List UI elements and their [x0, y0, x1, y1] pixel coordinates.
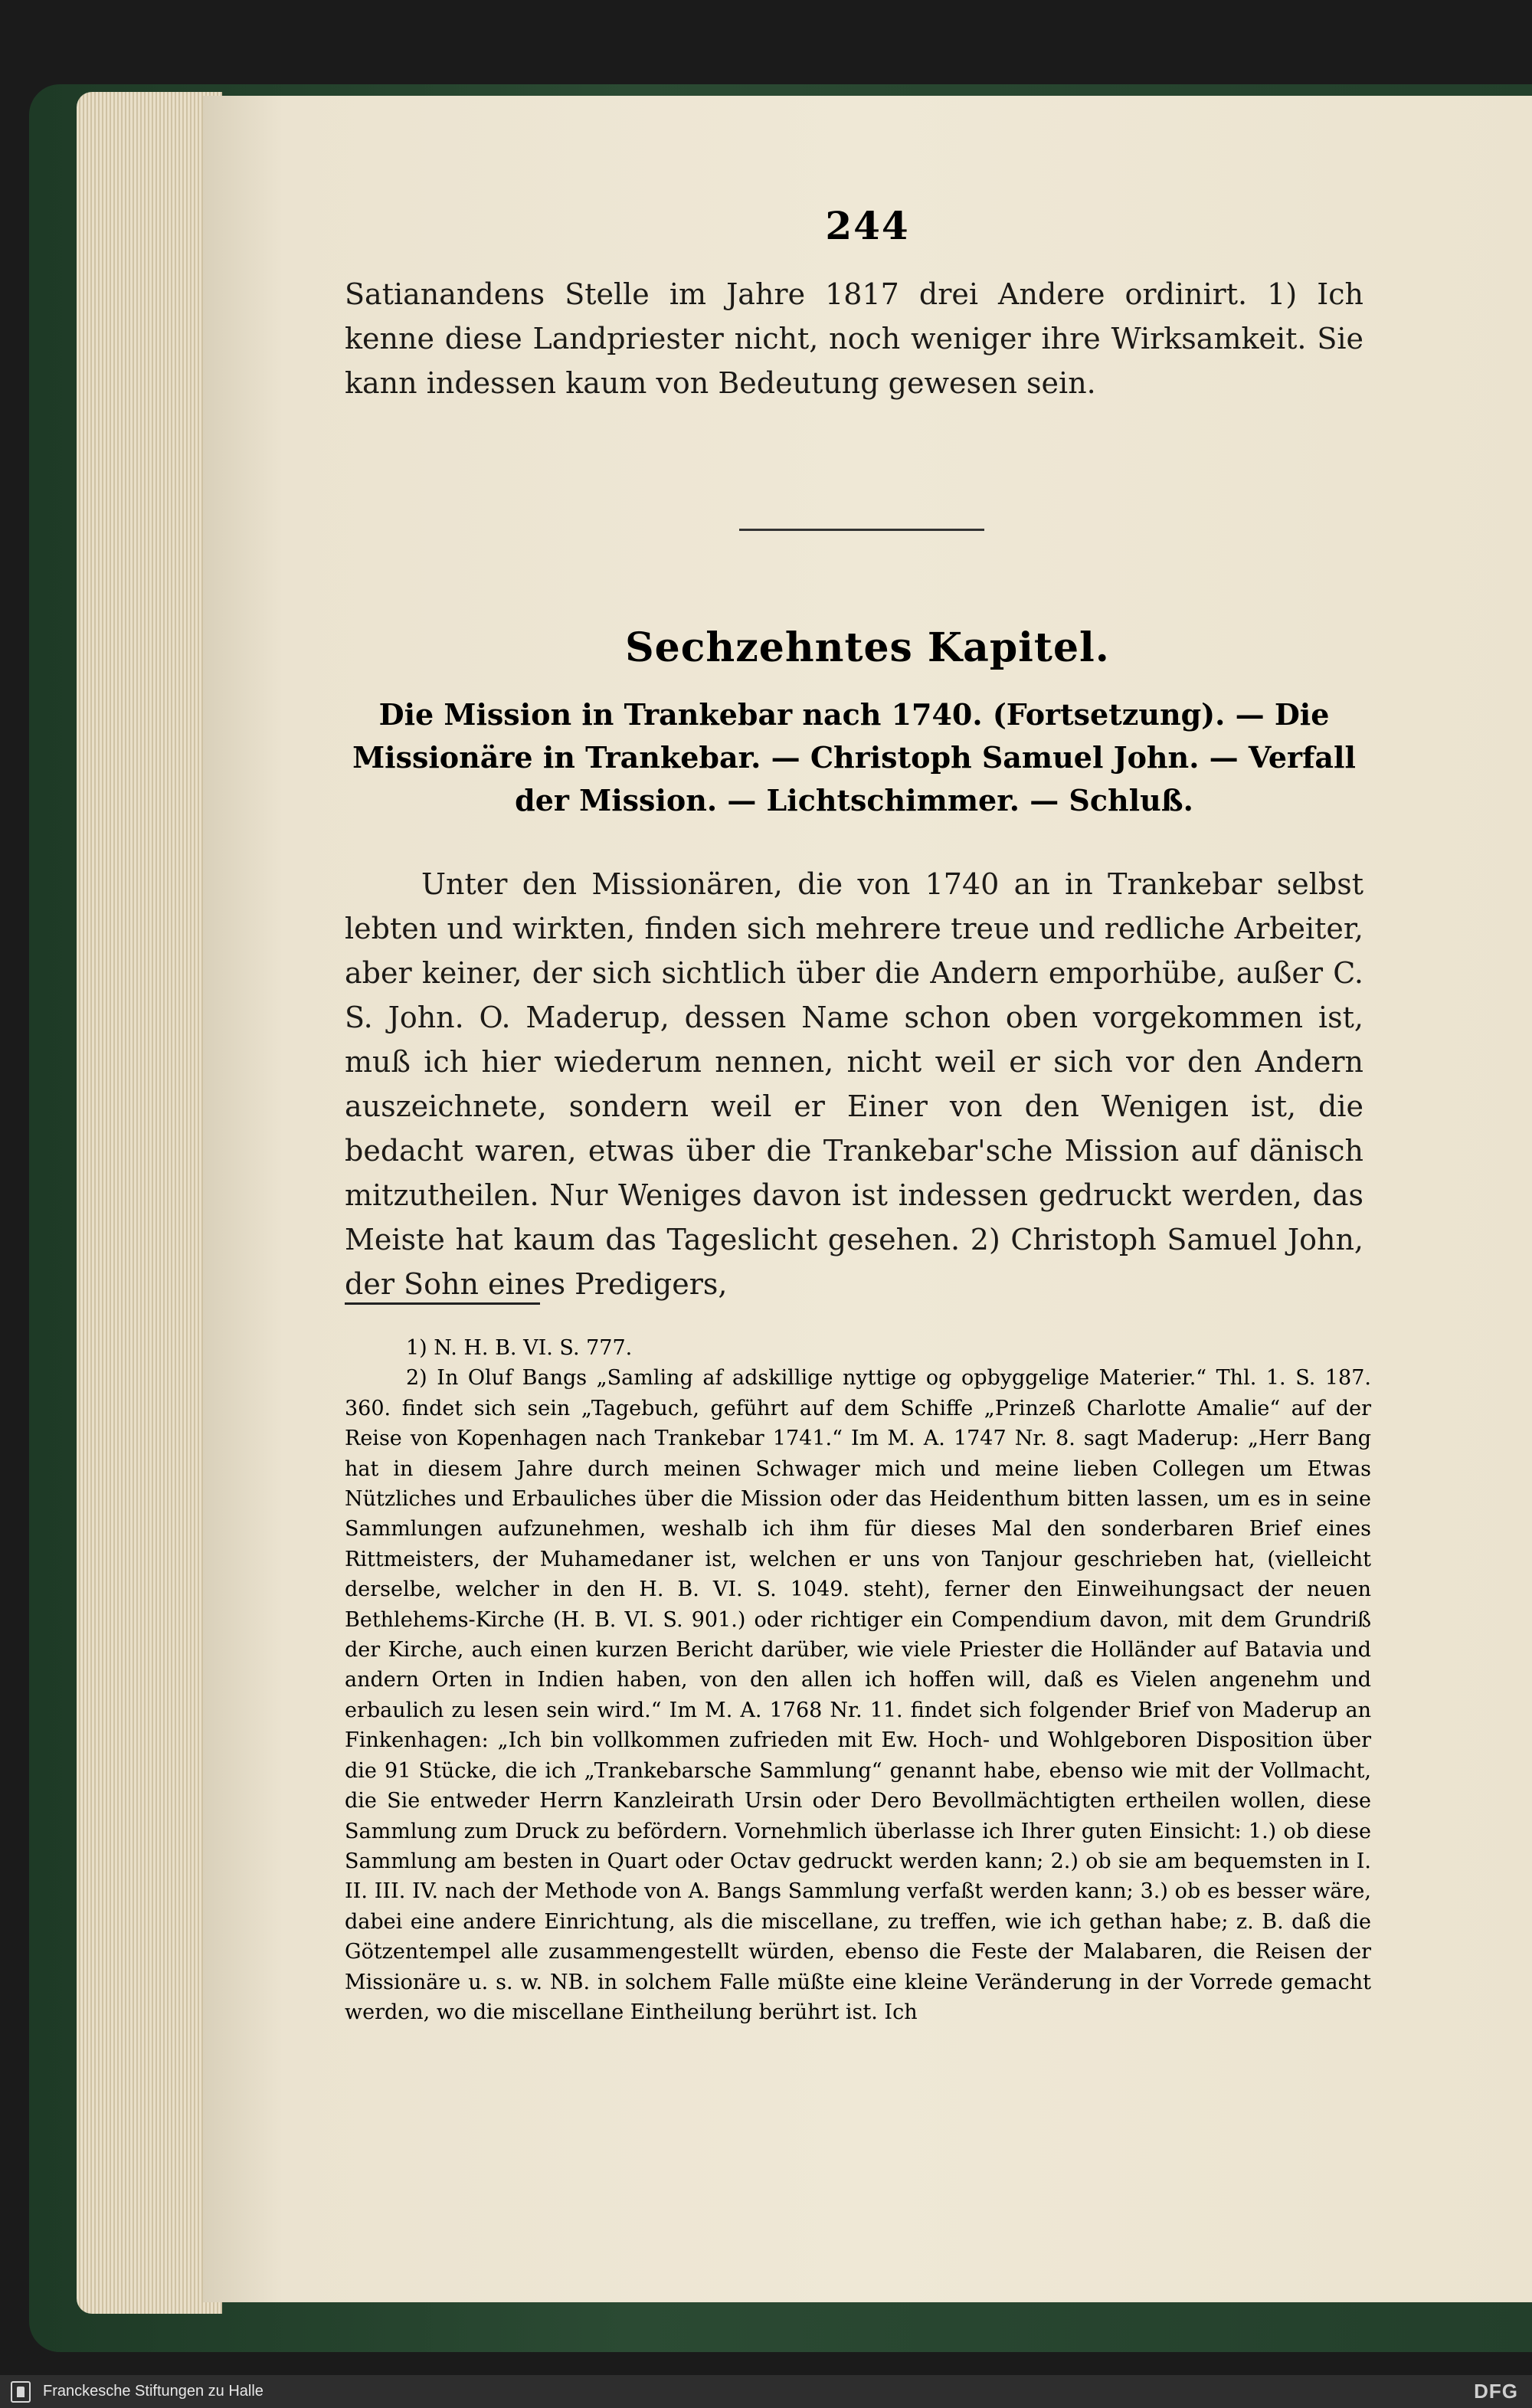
footnotes [345, 1333, 1371, 2027]
chapter-heading: Sechzehntes Kapitel. [625, 624, 1110, 671]
footer-caption: Franckesche Stiftungen zu Halle [43, 2383, 264, 2400]
main-paragraph: Unter den Missionären, die von 1740 an in Trankebar selbst lebten und wirkten, finden sich mehrere treue und redliche Arbeiter, aber keiner, der sich sichtlich über die Andern emporhübe, außer C. S. John. O. Maderup, dessen Name schon oben vorgekommen ist, muß ich hier wiederum nennen, nicht weil er sich vor den Andern auszeichnete, sondern weil er Einer von den Wenigen ist, die bedacht waren, etwas über die Trankebar'sche Mission auf dänisch mitzutheilen. Nur Weniges davon ist indessen gedruckt werden, das Meiste hat kaum das Tageslicht gesehen. 2) Christoph Samuel John, der Sohn eines Predigers, [345, 867, 1363, 1301]
page-number: 244 [825, 203, 910, 248]
opening-paragraph: Satianandens Stelle im Jahre 1817 drei Andere ordinirt. 1) Ich kenne diese Landpriester nicht, noch weniger ihre Wirksamkeit. Sie kann indessen kaum von Bedeutung gewesen sein. [345, 277, 1363, 400]
institution-logo-icon [11, 2381, 31, 2403]
footnote-2: 2) In Oluf Bangs „Samling af adskillige nyttige og opbyggelige Materier.“ Thl. 1. S. 187. 360. findet sich sein „Tagebuch, geführt auf dem Schiffe „Prinzeß Charlotte Amalie“ auf der Reise von Kopenhagen nach Trankebar 1741.“ Im M. A. 1747 Nr. 8. sagt Maderup: „Herr Bang hat in diesem Jahre durch meinen Schwager mich und meine lieben Collegen um Etwas Nützliches und Erbauliches über die Mission oder das Heidenthum bitten lassen, um es in seine Sammlungen aufzunehmen, weshalb ich ihm für dieses Mal den sonderbaren Brief eines Rittmeisters, der Muhamedaner ist, welchen er uns von Tanjour geschrieben hat, (vielleicht derselbe, welcher in den H. B. VI. S. 1049. steht), ferner den Einweihungsact der neuen Bethlehems-Kirche (H. B. VI. S. 901.) oder richtiger ein Compendium davon, mit dem Grundriß der Kirche, auch einen kurzen Bericht darüber, wie viele Priester die Holländer auf Batavia und andern Orten in Indien haben, von den allen ich hoffen will, daß es Vielen angenehm und erbaulich zu lesen sein wird.“ Im M. A. 1768 Nr. 11. findet sich folgender Brief von Maderup an Finkenhagen: „Ich bin vollkommen zufrieden mit Ew. Hoch- und Wohlgeboren Disposition über die 91 Stücke, die ich „Trankebarsche Sammlung“ genannt habe, ebenso wie mit der Vollmacht, die Sie entweder Herrn Kanzleirath Ursin oder Dero Bevollmächtigten ertheilen wollen, diese Sammlung zum Druck zu befördern. Vornehmlich überlasse ich Ihrer guten Einsicht: 1.) ob diese Sammlung am besten in Quart oder Octav gedruckt werden kann; 2.) ob sie am bequemsten in I. II. III. IV. nach der Methode von A. Bangs Sammlung verfaßt werden kann; 3.) ob es besser wäre, dabei eine andere Einrichtung, als die miscellane, zu treffen, wie ich gethan habe; z. B. daß die Götzentempel alle zusammengestellt würden, ebenso die Feste der Malabaren, die Reisen der Missionäre u. s. w. NB. in solchem Falle müßte eine kleine Veränderung in der Vorrede gemacht werden, wo die miscellane Eintheilung berührt ist. Ich [345, 1366, 1371, 2024]
book-page [203, 96, 1532, 2302]
footnote-1: 1) N. H. B. VI. S. 777. [406, 1336, 633, 1360]
chapter-summary: Die Mission in Trankebar nach 1740. (Fortsetzung). — Die Missionäre in Trankebar. — Christoph Samuel John. — Verfall der Mission. — Lichtschimmer. — Schluß. [352, 697, 1356, 817]
dfg-logo: DFG [1474, 2380, 1518, 2403]
footnote-rule [345, 1302, 540, 1305]
page-edges [77, 92, 222, 2314]
section-divider [739, 529, 984, 531]
opening-paragraph-block [345, 272, 1363, 405]
main-paragraph-block [345, 862, 1363, 1306]
viewer-footer-bar [0, 2375, 1532, 2408]
